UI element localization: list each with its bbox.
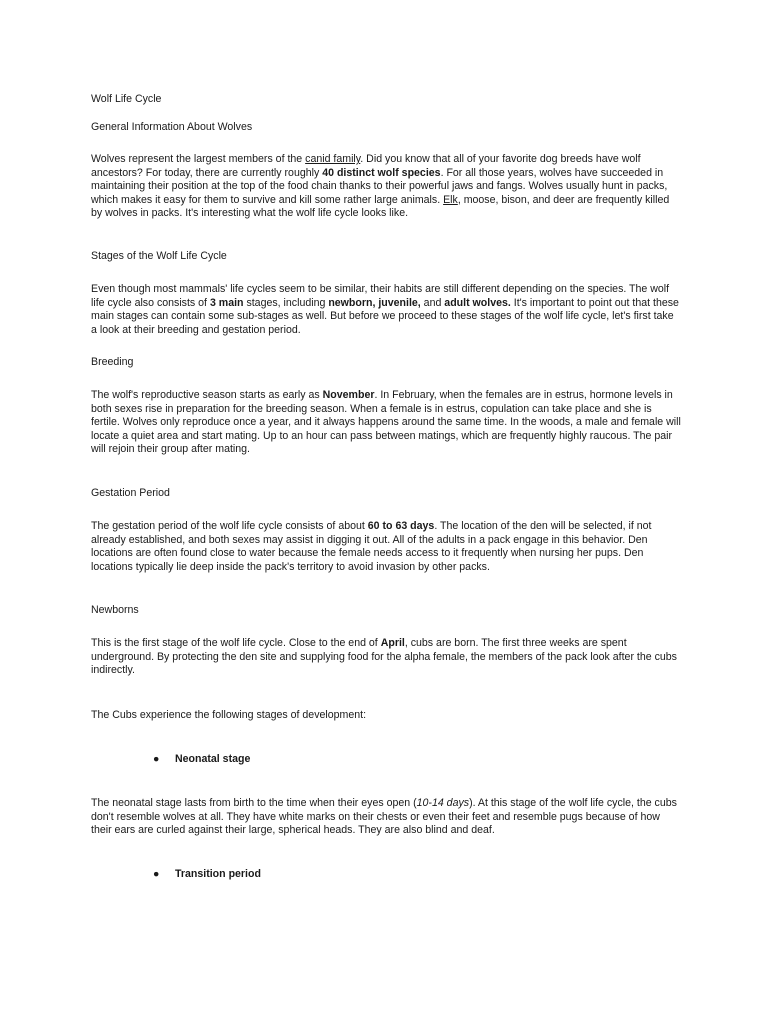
bullet-dot-icon: ● xyxy=(153,868,160,880)
heading-newborns: Newborns xyxy=(91,604,139,616)
paragraph-stages: Even though most mammals' life cycles seem to be similar, their habits are still different depending on the species. The wolf life cycle also consists of 3 main stages, including newborn, juvenile, and adult wolves. It's important to point out that these main stages can contain some sub-stages as well. But before we proceed to these stages of the wolf life cycle, let's first take a look at their breeding and gestation period. xyxy=(91,283,679,336)
paragraph-cubs-stages-intro: The Cubs experience the following stages of development: xyxy=(91,709,367,721)
heading-general-information: General Information About Wolves xyxy=(91,121,253,133)
link-canid-family[interactable]: canid family xyxy=(305,153,361,165)
document-title: Wolf Life Cycle xyxy=(91,93,162,105)
link-elk[interactable]: Elk xyxy=(443,193,458,206)
paragraph-neonatal-stage: The neonatal stage lasts from birth to the time when their eyes open (10-14 days). At this stage of the wolf life cycle, the cubs don't resemble wolves at all. They have white marks on their chests or even their feet and resemble pugs because of how their ears are curled against their large, spherical heads. They are also blind and deaf. xyxy=(91,797,677,837)
bullet-transition-period: ● Transition period xyxy=(153,868,261,880)
bullet-neonatal-stage: ● Neonatal stage xyxy=(153,753,251,765)
paragraph-general-information: Wolves represent the largest members of the canid family. Did you know that all of your favorite dog breeds have wolf ancestors? For today, there are currently roughly 40 distinct wolf species. For all those years, wolves have succeeded in maintaining their position at the top of the food chain thanks to their powerful jaws and fangs. Wolves usually hunt in packs, which makes it easy for them to survive and kill some rather large animals. Elk, moose, bison, and deer are frequently killed by wolves in packs. It's interesting what the wolf life cycle looks like. xyxy=(91,153,670,220)
heading-stages: Stages of the Wolf Life Cycle xyxy=(91,250,227,262)
heading-gestation-period: Gestation Period xyxy=(91,487,170,499)
paragraph-breeding: The wolf's reproductive season starts as early as November. In February, when the females are in estrus, hormone levels in both sexes rise in preparation for the breeding season. When a female is in estrus, copulation can take place and she is fertile. Wolves only reproduce once a year, and it always happens around the same time. In the woods, a male and female will locate a quiet area and start mating. Up to an hour can pass between matings, which are frequently highly raucous. The pair will rejoin their group after mating. xyxy=(91,389,681,456)
paragraph-gestation-period: The gestation period of the wolf life cycle consists of about 60 to 63 days. The location of the den will be selected, if not already established, and both sexes may assist in digging it out. All of the adults in a pack engage in this behavior. Den locations are often found close to water because the female needs access to it frequently when nursing her pups. Den locations typically lie deep inside the pack's territory to avoid invasion by other packs. xyxy=(91,520,652,573)
paragraph-newborns: This is the first stage of the wolf life cycle. Close to the end of April, cubs are born. The first three weeks are spent underground. By protecting the den site and supplying food for the alpha female, the members of the pack look after the cubs indirectly. xyxy=(91,637,677,677)
heading-breeding: Breeding xyxy=(91,356,134,368)
bullet-dot-icon: ● xyxy=(153,753,160,765)
